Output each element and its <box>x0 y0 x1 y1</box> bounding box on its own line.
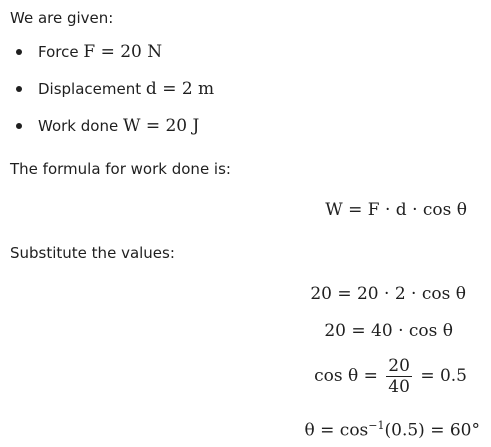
given-label: Work done <box>38 117 119 135</box>
substitute-intro: Substitute the values: <box>10 244 175 262</box>
intro-text: We are given: <box>10 9 114 27</box>
step-1-equation: 20 = 20 · 2 · cos θ <box>310 284 466 304</box>
given-label: Force <box>38 43 79 61</box>
bullet-icon <box>16 123 22 129</box>
given-math: W = 20 J <box>122 116 200 136</box>
fraction <box>386 357 412 396</box>
step-4-rhs: (0.5) = 60° <box>384 420 480 441</box>
given-math: d = 2 m <box>145 79 215 99</box>
list-item <box>10 116 199 136</box>
step-3-equation <box>314 357 467 396</box>
bullet-icon <box>16 49 22 55</box>
step-4-superscript: −1 <box>368 419 385 432</box>
step-4-lhs: θ = cos <box>304 420 369 441</box>
fraction-denominator: 40 <box>388 377 410 397</box>
formula-intro: The formula for work done is: <box>10 160 231 178</box>
list-item <box>10 42 162 62</box>
given-label: Displacement <box>38 80 142 98</box>
list-item <box>10 79 214 99</box>
step-2-equation: 20 = 40 · cos θ <box>324 321 453 341</box>
bullet-icon <box>16 86 22 92</box>
step-3-rhs: = 0.5 <box>420 366 467 386</box>
given-math: F = 20 N <box>83 42 163 62</box>
step-4-equation <box>305 415 480 442</box>
fraction-numerator: 20 <box>388 356 410 376</box>
formula-equation: W = F · d · cos θ <box>325 200 467 220</box>
step-3-lhs: cos θ = <box>314 366 378 386</box>
